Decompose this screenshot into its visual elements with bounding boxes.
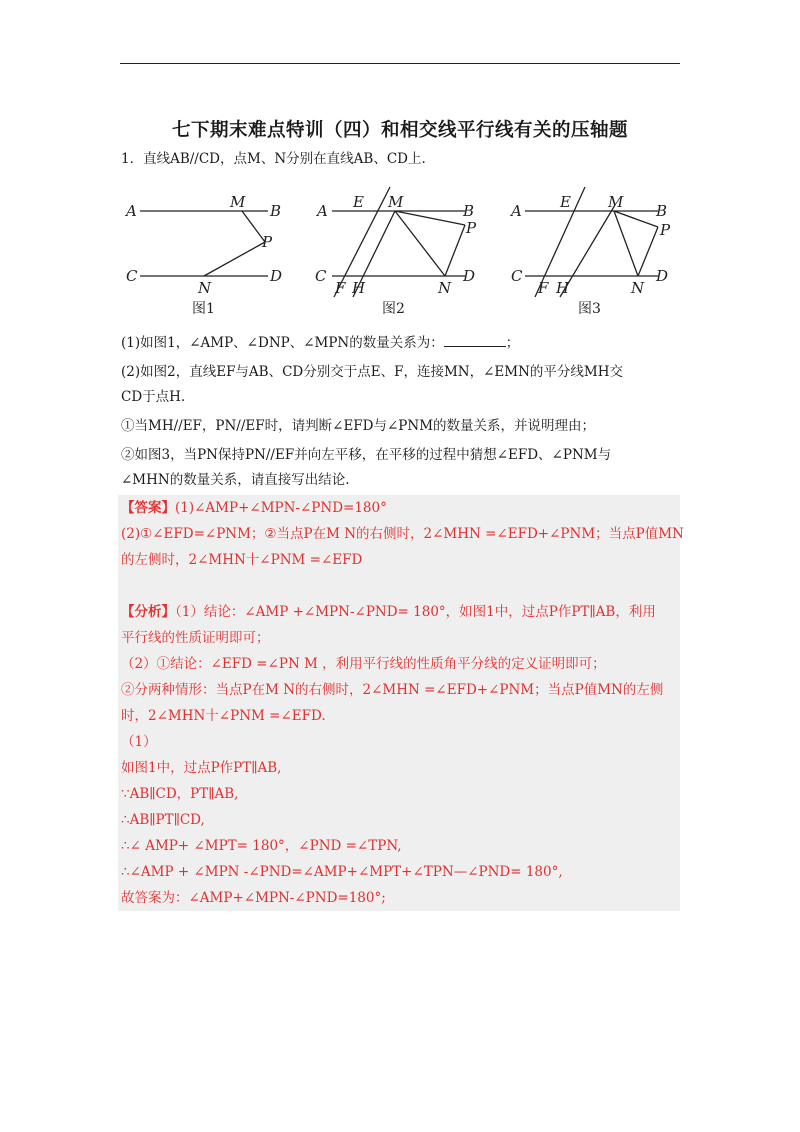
analysis-line-10: ∴∠ AMP+ ∠MPT= 180°，∠PND =∠TPN, [121, 838, 402, 854]
answer-line-3: 的左侧时，2∠MHN十∠PNM =∠EFD [121, 552, 363, 568]
answer-tag: 【答案】 [121, 500, 175, 516]
fig1-label-c: C [126, 267, 138, 285]
fig3-label-c: C [511, 267, 523, 285]
answer-line-1 [121, 498, 387, 518]
analysis-line-1 [121, 602, 656, 622]
answer-blank [444, 334, 506, 347]
fig2-label-b: B [463, 202, 475, 220]
fig3-label-h: H [556, 279, 570, 297]
fig1-label-m: M [230, 193, 246, 211]
analysis-text-1: （1）结论：∠AMP +∠MPN-∠PND= 180°，如图1中，过点P作PT∥AB，利用 [175, 604, 656, 620]
fig1-label-d: D [270, 267, 283, 285]
header-rule [120, 63, 680, 64]
answer-line-2: (2)①∠EFD=∠PNM；②当点P在M N的右侧时，2∠MHN =∠EFD+∠PNM；当点P值MN [121, 526, 684, 542]
fig2-label-a: A [317, 202, 328, 220]
problem-statement: 1．直线AB//CD，点M、N分别在直线AB、CD上. [121, 151, 426, 167]
fig3-label-b: B [656, 202, 668, 220]
answer-part1: (1)∠AMP+∠MPN-∠PND=180° [175, 500, 387, 516]
fig3-label-p: P [660, 221, 671, 239]
fig1-segment-pn [204, 242, 265, 276]
analysis-line-5: 时，2∠MHN十∠PNM =∠EFD. [121, 708, 326, 724]
analysis-line-7: 如图1中，过点P作PT∥AB, [121, 760, 282, 776]
fig1-label-b: B [270, 202, 282, 220]
fig3-label-d: D [656, 267, 669, 285]
fig3-segment-mn [614, 211, 638, 276]
analysis-line-12: 故答案为：∠AMP+∠MPN-∠PND=180°; [121, 890, 386, 906]
fig3-label-a: A [511, 202, 522, 220]
page-title: 七下期末难点特训（四）和相交线平行线有关的压轴题 [171, 120, 628, 141]
fig2-label-f: F [335, 279, 346, 297]
analysis-line-3: （2）①结论：∠EFD =∠PN M ，利用平行线的性质角平分线的定义证明即可； [121, 656, 606, 672]
fig1-label-p: P [262, 233, 273, 251]
fig3-segment-mp [614, 211, 658, 227]
part2-line2: CD于点H. [121, 389, 186, 405]
fig2-label-m: M [388, 193, 404, 211]
fig3-label-m: M [608, 193, 624, 211]
part2-line1: (2)如图2，直线EF与AB、CD分别交于点E、F，连接MN，∠EMN的平分线MH交 [121, 364, 624, 380]
analysis-line-11: ∴∠AMP + ∠MPN -∠PND=∠AMP+∠MPT+∠TPN—∠PND= 180°, [121, 864, 563, 880]
analysis-tag: 【分析】 [121, 604, 175, 620]
part2-question2-line2: ∠MHN的数量关系，请直接写出结论. [121, 472, 350, 488]
geometry-figures [120, 185, 680, 325]
fig2-label-d: D [463, 267, 476, 285]
answer-block [118, 495, 684, 911]
fig1-caption: 图1 [192, 301, 215, 317]
fig2-label-c: C [315, 267, 327, 285]
fig3-label-e: E [560, 193, 571, 211]
fig3-label-n: N [631, 279, 645, 297]
part1 [121, 333, 519, 353]
figures [120, 185, 680, 325]
fig1-label-n: N [198, 279, 212, 297]
fig3-segment-pn [638, 227, 658, 276]
fig2-label-p: P [466, 219, 477, 237]
fig2-label-e: E [353, 193, 364, 211]
analysis-line-2: 平行线的性质证明即可； [121, 630, 270, 646]
fig3-caption: 图3 [578, 301, 601, 317]
analysis-line-6: （1） [121, 734, 157, 750]
part1-text: (1)如图1，∠AMP、∠DNP、∠MPN的数量关系为： [121, 335, 444, 351]
fig2-segment-mn [395, 211, 445, 276]
analysis-line-4: ②分两种情形：当点P在M N的右侧时，2∠MHN =∠EFD+∠PNM；当点P值MN的左侧 [121, 682, 664, 698]
part1-end: ； [505, 335, 520, 351]
part2-question2-line1: ②如图3，当PN保持PN//EF并向左平移，在平移的过程中猜想∠EFD、∠PNM与 [121, 447, 612, 463]
fig2-label-n: N [438, 279, 452, 297]
analysis-line-9: ∴AB∥PT∥CD, [121, 812, 205, 828]
fig2-segment-pn [445, 225, 465, 276]
fig2-segment-mp [395, 211, 465, 225]
fig2-caption: 图2 [382, 301, 405, 317]
fig2-label-h: H [352, 279, 366, 297]
fig3-label-f: F [538, 279, 549, 297]
analysis-line-8: ∵AB∥CD，PT∥AB, [121, 786, 239, 802]
part2-question1: ①当MH//EF，PN//EF时，请判断∠EFD与∠PNM的数量关系，并说明理由； [121, 418, 596, 434]
fig1-label-a: A [126, 202, 137, 220]
